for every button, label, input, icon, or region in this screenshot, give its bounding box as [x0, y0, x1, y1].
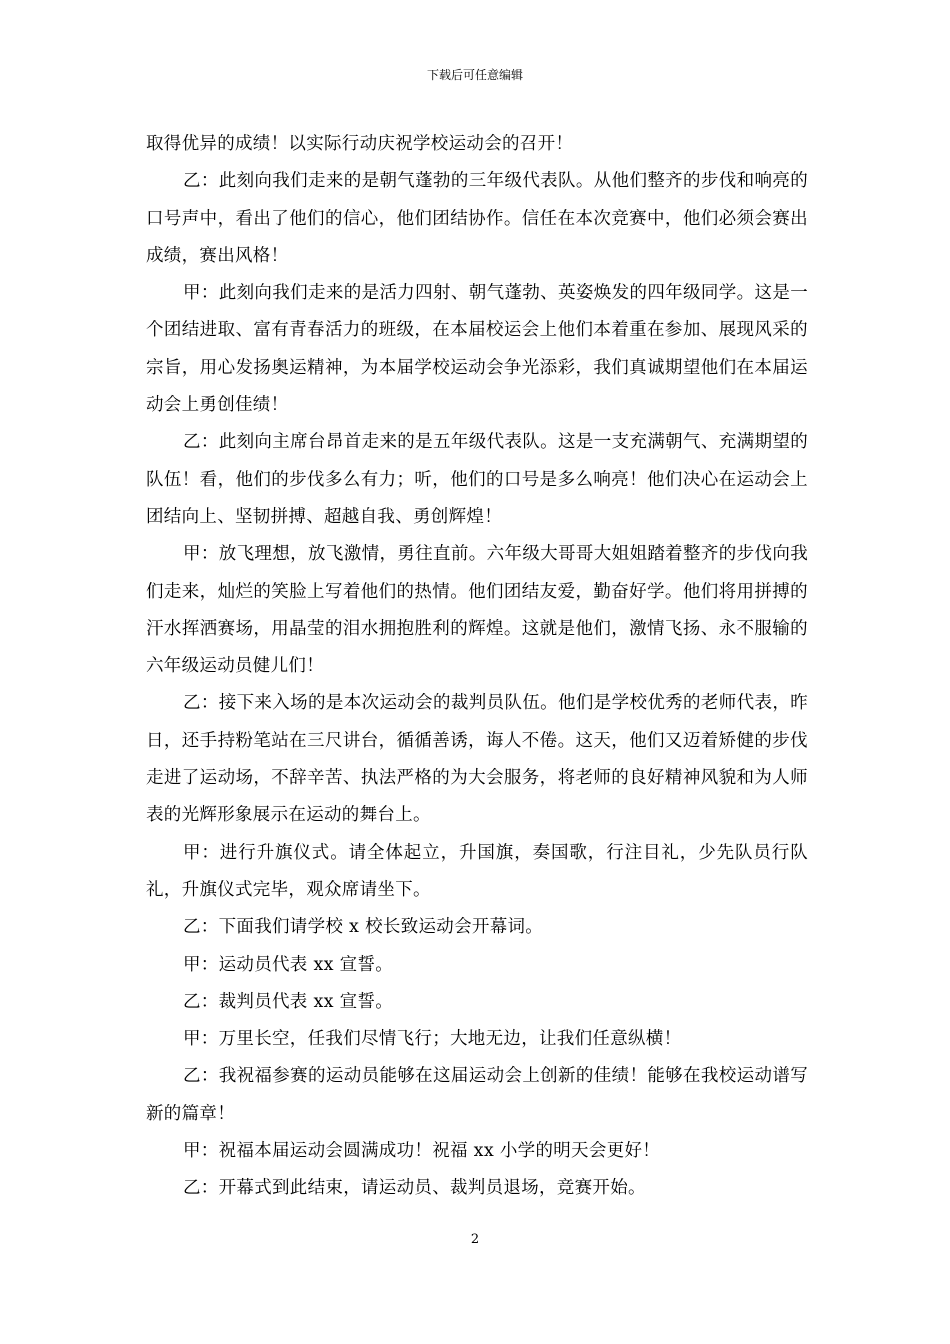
- paragraph: 甲：祝福本届运动会圆满成功！祝福 xx 小学的明天会更好！: [183, 1141, 661, 1162]
- page-header: 下载后可任意编辑: [426, 68, 523, 82]
- paragraph: 乙：下面我们请学校 x 校长致运动会开幕词。: [183, 917, 544, 938]
- paragraph: 乙：开幕式到此结束，请运动员、裁判员退场，竞赛开始。: [183, 1178, 646, 1199]
- document-body: [146, 126, 808, 1208]
- paragraph: 乙：接下来入场的是本次运动会的裁判员队伍。他们是学校优秀的老师代表，昨日，还手持粉笔站在三尺讲台，循循善诱，诲人不倦。这天，他们又迈着矫健的步伐走进了运动场，不辞辛苦、执法严格的为大会服务，将老师的良好精神风貌和为人师表的光辉形象展示在运动的舞台上。: [146, 693, 808, 826]
- paragraph: 甲：运动员代表 xx 宣誓。: [183, 954, 394, 975]
- paragraph: 甲：放飞理想，放飞激情，勇往直前。六年级大哥哥大姐姐踏着整齐的步伐向我们走来，灿烂的笑脸上写着他们的热情。他们团结友爱，勤奋好学。他们将用拼搏的汗水挥洒赛场，用晶莹的泪水拥抱胜利的辉煌。这就是他们，激情飞扬、永不服输的六年级运动员健儿们！: [146, 544, 808, 677]
- paragraph: 取得优异的成绩！以实际行动庆祝学校运动会的召开！: [146, 134, 574, 154]
- paragraph: 甲：进行升旗仪式。请全体起立，升国旗，奏国歌，行注目礼，少先队员行队礼，升旗仪式完毕，观众席请坐下。: [146, 842, 808, 900]
- paragraph: 甲：此刻向我们走来的是活力四射、朝气蓬勃、英姿焕发的四年级同学。这是一个团结进取、富有青春活力的班级，在本届校运会上他们本着重在参加、展现风采的宗旨，用心发扬奥运精神，为本届学校运动会争光添彩，我们真诚期望他们在本届运动会上勇创佳绩！: [146, 283, 808, 416]
- paragraph: 乙：裁判员代表 xx 宣誓。: [183, 991, 394, 1012]
- paragraph: 乙：此刻向我们走来的是朝气蓬勃的三年级代表队。从他们整齐的步伐和响亮的口号声中，看出了他们的信心，他们团结协作。信任在本次竞赛中，他们必须会赛出成绩，赛出风格！: [146, 171, 808, 266]
- paragraph: 乙：此刻向主席台昂首走来的是五年级代表队。这是一支充满朝气、充满期望的队伍！看，他们的步伐多么有力；听，他们的口号是多么响亮！他们决心在运动会上团结向上、坚韧拼搏、超越自我、勇创辉煌！: [146, 432, 808, 527]
- paragraph: 甲：万里长空，任我们尽情飞行；大地无边，让我们任意纵横！: [183, 1029, 682, 1050]
- paragraph: 乙：我祝福参赛的运动员能够在这届运动会上创新的佳绩！能够在我校运动谱写新的篇章！: [146, 1066, 808, 1124]
- page-number: 2: [470, 1232, 480, 1247]
